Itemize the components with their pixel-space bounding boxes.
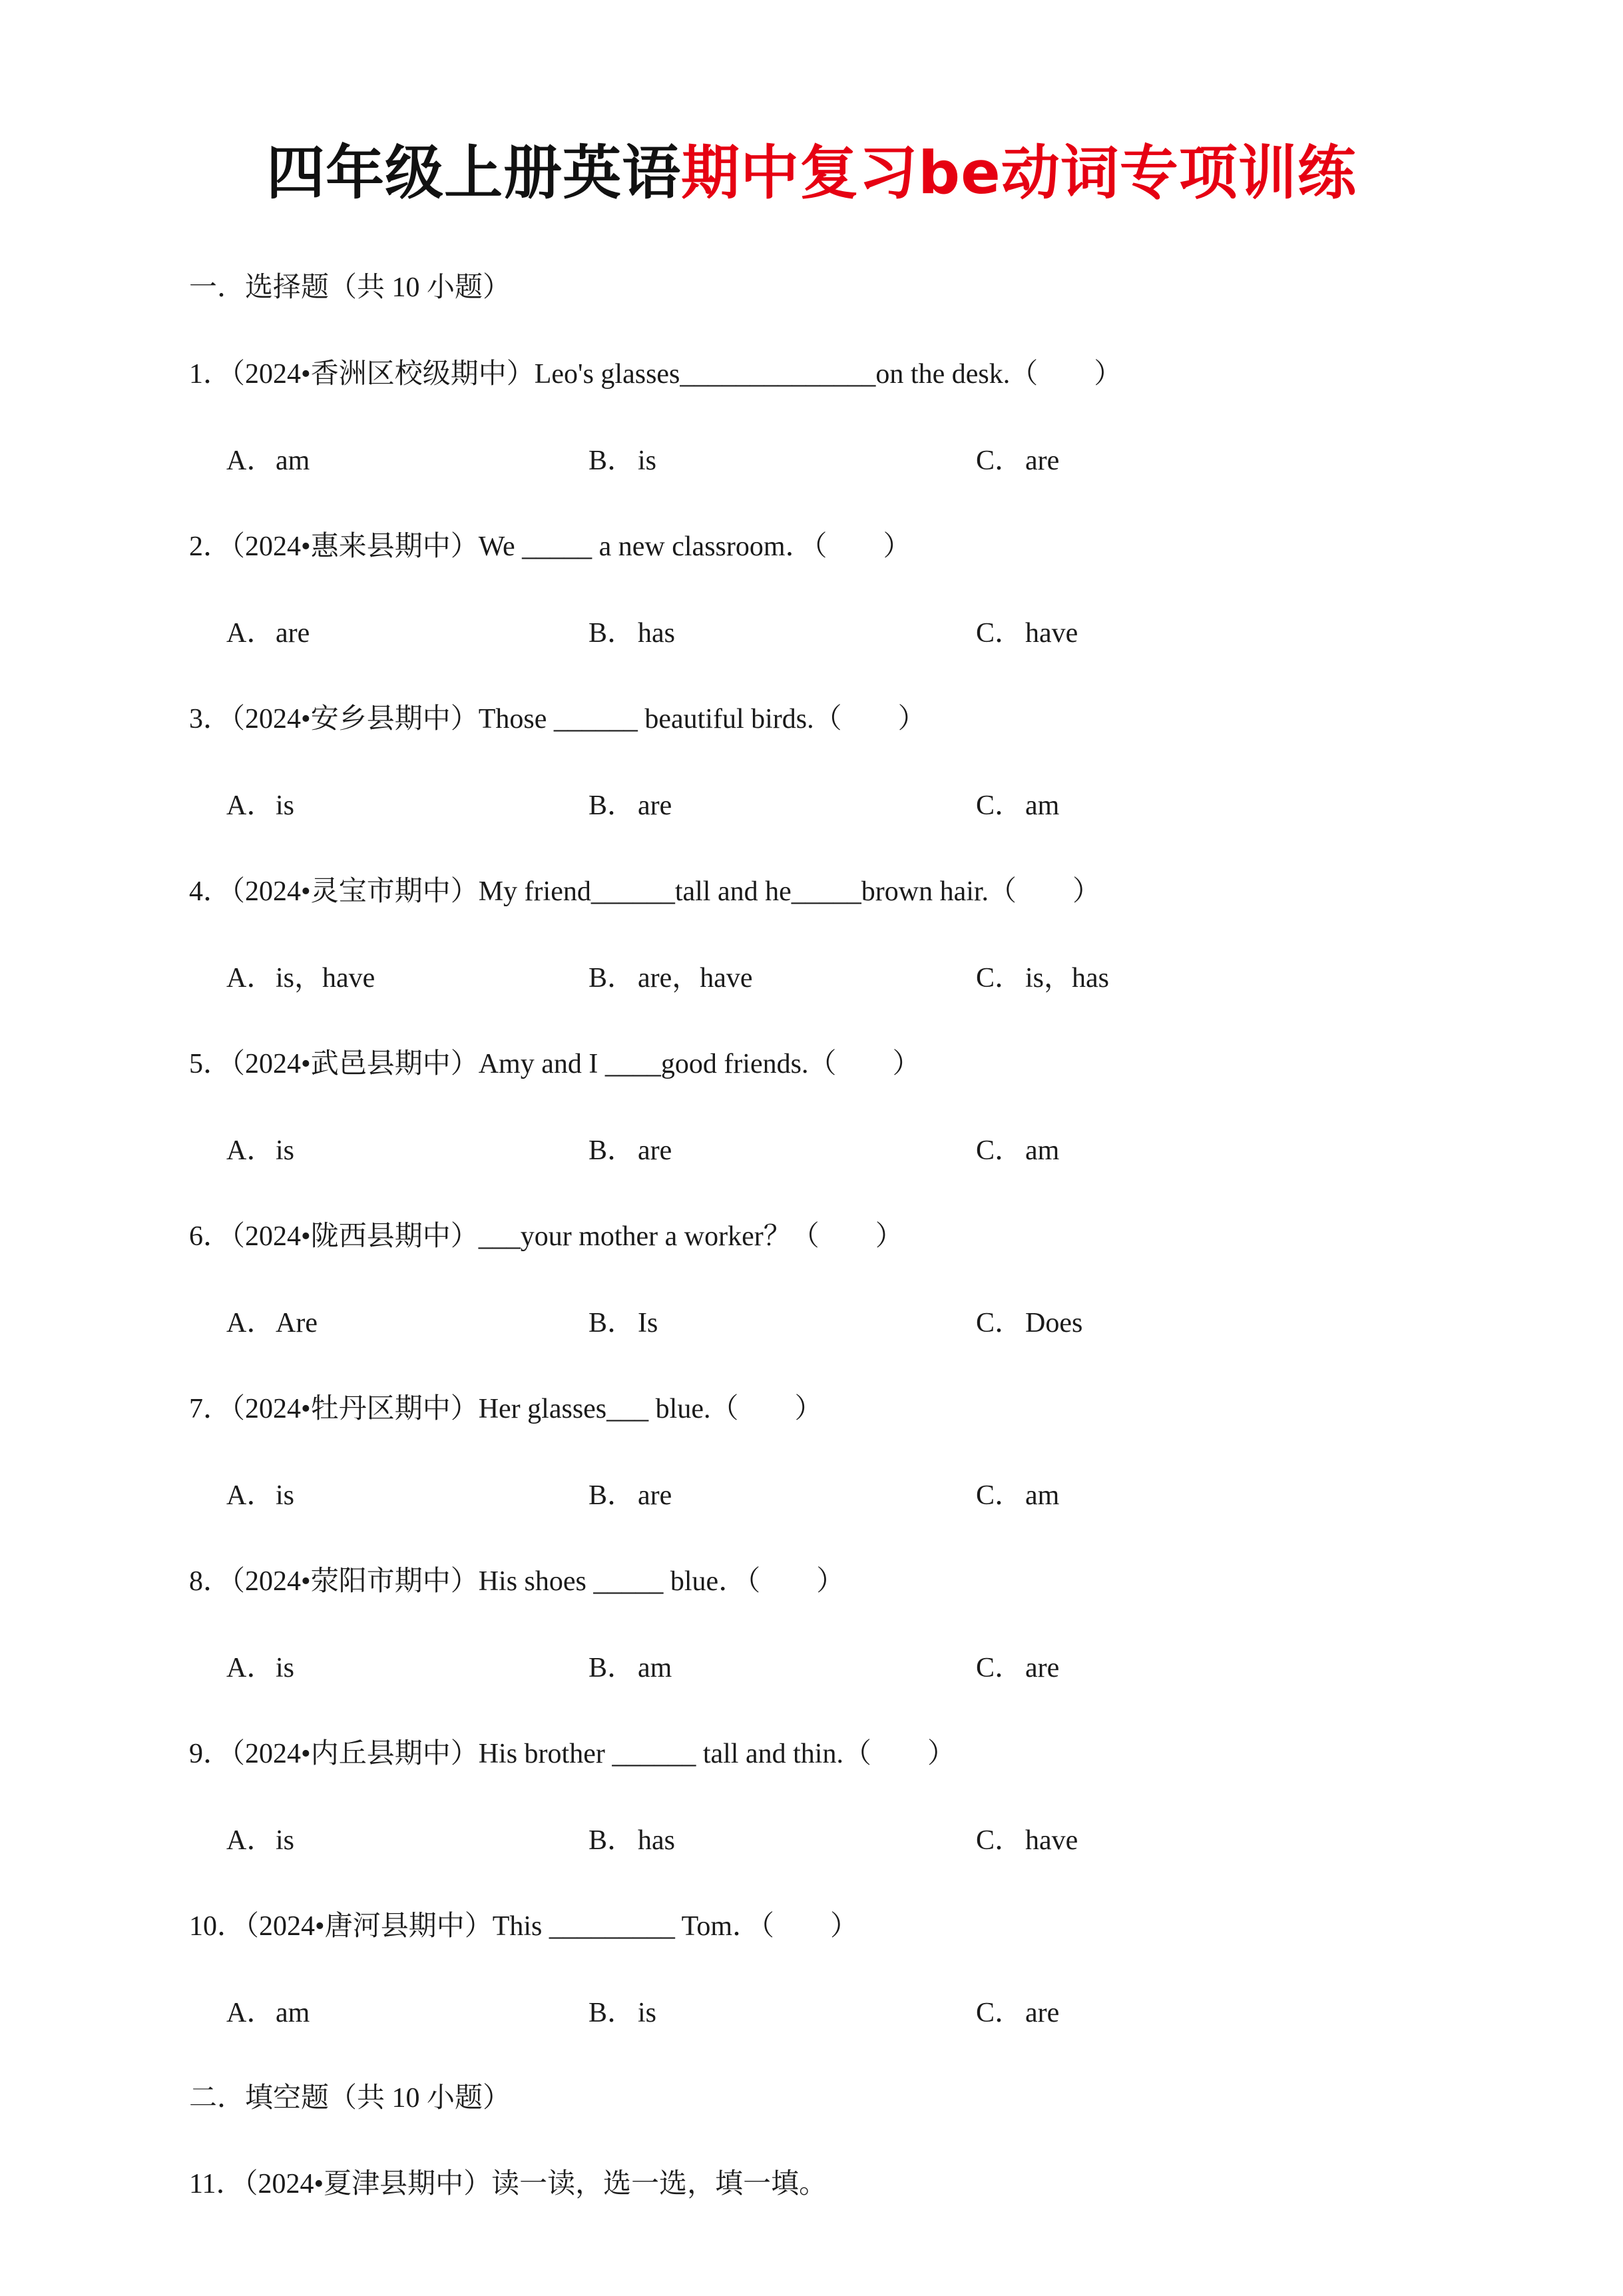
option-letter: B．	[588, 790, 636, 821]
option-letter: B．	[588, 1825, 636, 1856]
option-letter: A．	[226, 963, 275, 994]
q6-option-c[interactable]	[976, 1300, 1082, 1340]
option-letter: A．	[226, 1653, 275, 1683]
section-heading-choice: 一．选择题（共 10 小题）	[189, 272, 511, 303]
q1-option-b[interactable]	[588, 438, 656, 478]
option-letter: A．	[226, 1135, 275, 1166]
q4-option-a[interactable]	[226, 956, 375, 996]
option-text: is	[276, 1135, 295, 1166]
option-text: are	[638, 1480, 672, 1511]
q8-option-c[interactable]	[976, 1645, 1059, 1685]
option-letter: C．	[976, 445, 1023, 476]
question-2: 2．（2024•惠来县期中）We _____ a new classroom．（ ）	[189, 531, 911, 562]
option-letter: C．	[976, 1653, 1023, 1683]
q1-option-a[interactable]	[226, 438, 310, 478]
option-letter: C．	[976, 1825, 1023, 1856]
option-text: is	[638, 1998, 657, 2028]
q2-option-a[interactable]	[226, 611, 310, 651]
q3-option-c[interactable]	[976, 783, 1059, 823]
option-letter: A．	[226, 1998, 275, 2028]
option-text: is	[276, 790, 295, 821]
question-4: 4．（2024•灵宝市期中）My friend______tall and he_____brown hair.（ ）	[189, 876, 1101, 907]
q10-option-b[interactable]	[588, 1990, 656, 2030]
question-10: 10．（2024•唐河县期中）This _________ Tom．（ ）	[189, 1911, 859, 1942]
option-text: is	[276, 1653, 295, 1683]
option-text: am	[1025, 1135, 1060, 1166]
q6-option-b[interactable]	[588, 1300, 658, 1340]
q9-option-b[interactable]	[588, 1818, 675, 1858]
option-text: is	[276, 1480, 295, 1511]
option-text: is	[638, 445, 657, 476]
option-letter: A．	[226, 1308, 275, 1338]
option-letter: A．	[226, 618, 275, 649]
title-part-red: 期中复习be动词专项训练	[681, 139, 1357, 207]
question-1: 1．（2024•香洲区校级期中）Leo's glasses______________on the desk.（ ）	[189, 359, 1122, 390]
option-text: are	[276, 618, 310, 649]
option-letter: B．	[588, 445, 636, 476]
option-text: are，have	[638, 963, 753, 994]
option-text: am	[1025, 1480, 1060, 1511]
q8-option-a[interactable]	[226, 1645, 294, 1685]
option-text: are	[1025, 1653, 1060, 1683]
question-3: 3．（2024•安乡县期中）Those ______ beautiful birds.（ ）	[189, 704, 926, 734]
option-letter: A．	[226, 1480, 275, 1511]
option-text: Is	[638, 1308, 658, 1338]
q5-option-c[interactable]	[976, 1128, 1059, 1168]
option-letter: C．	[976, 1998, 1023, 2028]
title-part-black: 四年级上册英语	[266, 139, 682, 207]
q9-option-a[interactable]	[226, 1818, 294, 1858]
q2-option-b[interactable]	[588, 611, 675, 651]
option-letter: A．	[226, 445, 275, 476]
option-letter: B．	[588, 1653, 636, 1683]
question-7: 7．（2024•牡丹区期中）Her glasses___ blue.（ ）	[189, 1394, 823, 1424]
option-letter: C．	[976, 618, 1023, 649]
option-text: is，has	[1025, 963, 1110, 994]
option-text: are	[1025, 1998, 1060, 2028]
option-text: am	[1025, 790, 1060, 821]
option-letter: C．	[976, 1480, 1023, 1511]
option-letter: B．	[588, 618, 636, 649]
option-letter: B．	[588, 1998, 636, 2028]
q7-option-c[interactable]	[976, 1473, 1059, 1513]
q5-option-a[interactable]	[226, 1128, 294, 1168]
option-letter: B．	[588, 963, 636, 994]
q3-option-a[interactable]	[226, 783, 294, 823]
q8-option-b[interactable]	[588, 1645, 672, 1685]
q7-option-b[interactable]	[588, 1473, 672, 1513]
question-6: 6．（2024•陇西县期中）___your mother a worker？（ ）	[189, 1221, 903, 1252]
q5-option-b[interactable]	[588, 1128, 672, 1168]
option-text: are	[1025, 445, 1060, 476]
q3-option-b[interactable]	[588, 783, 672, 823]
option-text: am	[276, 1998, 310, 2028]
option-letter: C．	[976, 790, 1023, 821]
section-heading-fill: 二．填空题（共 10 小题）	[189, 2083, 511, 2114]
question-8: 8．（2024•荥阳市期中）His shoes _____ blue．（ ）	[189, 1566, 845, 1597]
option-text: have	[1025, 618, 1078, 649]
q7-option-a[interactable]	[226, 1473, 294, 1513]
question-9: 9．（2024•内丘县期中）His brother ______ tall and thin.（ ）	[189, 1739, 955, 1769]
q1-option-c[interactable]	[976, 438, 1059, 478]
option-text: am	[638, 1653, 672, 1683]
q2-option-c[interactable]	[976, 611, 1078, 651]
q9-option-c[interactable]	[976, 1818, 1078, 1858]
option-text: is	[276, 1825, 295, 1856]
option-letter: B．	[588, 1135, 636, 1166]
option-text: have	[1025, 1825, 1078, 1856]
page-title	[0, 127, 1623, 210]
option-text: has	[638, 1825, 675, 1856]
option-letter: A．	[226, 1825, 275, 1856]
option-text: Does	[1025, 1308, 1083, 1338]
option-text: has	[638, 618, 675, 649]
option-text: Are	[276, 1308, 318, 1338]
option-letter: A．	[226, 790, 275, 821]
option-text: am	[276, 445, 310, 476]
option-letter: C．	[976, 1308, 1023, 1338]
q4-option-b[interactable]	[588, 956, 753, 996]
option-letter: C．	[976, 963, 1023, 994]
option-letter: B．	[588, 1308, 636, 1338]
option-letter: C．	[976, 1135, 1023, 1166]
q4-option-c[interactable]	[976, 956, 1109, 996]
q6-option-a[interactable]	[226, 1300, 318, 1340]
option-text: is，have	[276, 963, 375, 994]
option-letter: B．	[588, 1480, 636, 1511]
q10-option-c[interactable]	[976, 1990, 1059, 2030]
question-5: 5．（2024•武邑县期中）Amy and I ____good friends.（ ）	[189, 1049, 921, 1079]
q10-option-a[interactable]	[226, 1990, 310, 2030]
option-text: are	[638, 1135, 672, 1166]
option-text: are	[638, 790, 672, 821]
question-11: 11．（2024•夏津县期中）读一读，选一选，填一填。	[189, 2169, 827, 2199]
